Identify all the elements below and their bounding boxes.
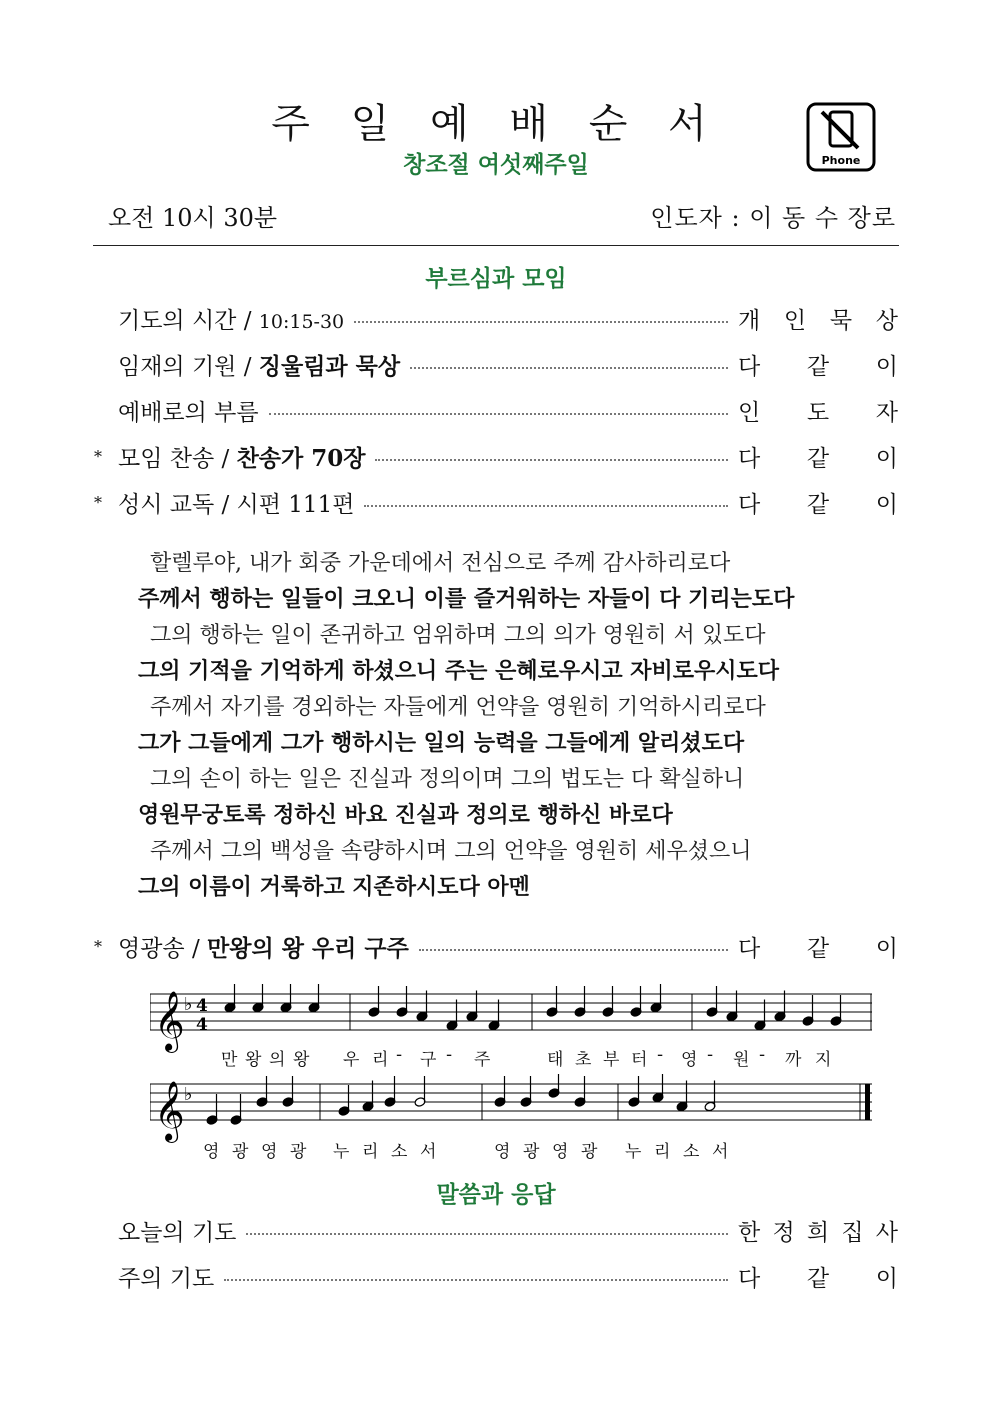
lyric-syllable: 태 [547,1050,564,1070]
order-item-text: 임재의 기원 / [118,353,259,380]
performer-char: 사 [875,1219,898,1246]
performer-char: 상 [875,307,898,334]
lyric-syllable: - [446,1045,453,1065]
performer-char: 집 [841,1219,864,1246]
performer-char: 다 [738,445,761,472]
lyric-syllable: 영 [261,1142,278,1162]
performer-char: 다 [738,491,761,518]
order-item-detail: 징울림과 묵상 [258,352,401,380]
order-item-performer [738,302,898,335]
order-item-text: 기도의 시간 / [118,307,259,334]
performer-char: 도 [806,399,830,426]
order-item-performer [738,394,898,427]
performer-char: 같 [806,1265,830,1292]
order-item-label [118,440,365,473]
order-item-text: 예배로의 부름 [118,399,259,426]
lyric-syllable: 구 [420,1050,437,1070]
leader-dots [419,949,728,951]
lyric-syllable: 부 [603,1050,620,1070]
psalm-congregation-line: 영원무궁토록 정하신 바요 진실과 정의로 행하신 바로다 [138,803,673,828]
lyric-syllable: 영 [494,1142,511,1162]
order-item-label [118,486,354,519]
order-item-text: 모임 찬송 / [118,445,237,472]
stand-marker: * [94,446,102,466]
order-item-label [118,394,259,427]
order-row [94,438,898,474]
lyric-syllable: 광 [523,1142,540,1162]
stand-marker: * [94,936,102,956]
performer-char: 이 [875,491,898,518]
lyric-syllable: 광 [581,1142,598,1162]
performer-char: 같 [806,353,830,380]
performer-char: 인 [738,399,761,426]
psalm-congregation-line: 그가 그들에게 그가 행하시는 일의 능력을 그들에게 알리셨도다 [138,731,745,756]
lyric-syllable: 터 [631,1050,648,1070]
lyric-syllable: 원 [733,1050,750,1070]
lyric-syllable: 리 [362,1142,379,1162]
flat-sign-icon: ♭ [184,1084,193,1105]
page-subtitle: 창조절 여섯째주일 [403,152,589,178]
final-barline-thick [865,1084,870,1120]
performer-char: 자 [875,399,898,426]
performer-char: 정 [772,1219,795,1246]
order-item-label [118,1260,214,1293]
lyric-syllable: 지 [815,1050,832,1070]
order-item-performer [738,1214,898,1247]
performer-char: 같 [806,445,830,472]
performer-char: 다 [738,1265,761,1292]
lyric-syllable: 우 [343,1050,360,1070]
performer-char: 이 [875,935,898,962]
lyric-syllable: - [707,1045,714,1065]
lyric-syllable: 리 [372,1050,389,1070]
order-item-text: 성시 교독 / 시편 111편 [118,491,355,518]
psalm-congregation-line: 주께서 행하는 일들이 크오니 이를 즐거워하는 자들이 다 기리는도다 [138,587,795,612]
lyric-syllable: 만 [221,1050,238,1070]
no-phone-icon [806,102,876,172]
lyric-syllable: 영 [552,1142,569,1162]
lyric-syllable: 주 [474,1050,491,1070]
service-time: 오전 10시 30분 [108,204,278,232]
psalm-leader-line: 그의 행하는 일이 존귀하고 엄위하며 그의 의가 영원히 서 있도다 [150,623,766,648]
psalm-leader-line: 그의 손이 하는 일은 진실과 정의이며 그의 법도는 다 확실하니 [150,767,745,792]
order-item-text: 오늘의 기도 [118,1219,237,1246]
order-item-text: 주의 기도 [118,1265,215,1292]
service-leader: 인도자 : 이 동 수 장로 [650,204,896,232]
order-item-label [118,930,409,963]
performer-char: 다 [738,353,761,380]
lyric-syllable: 리 [654,1142,671,1162]
lyric-syllable: 영 [681,1050,698,1070]
performer-char: 같 [806,491,830,518]
psalm-congregation-line: 그의 기적을 기억하게 하셨으니 주는 은혜로우시고 자비로우시도다 [138,659,780,684]
lyric-syllable: - [657,1045,664,1065]
performer-char: 묵 [829,307,853,334]
leader-dots [246,1233,728,1235]
lyric-syllable: 의 [269,1050,286,1070]
header-divider [93,245,899,246]
order-row [94,300,898,336]
lyric-syllable: - [396,1045,403,1065]
time-signature-bottom: 4 [196,1015,208,1035]
lyric-syllable: 누 [625,1142,642,1162]
leader-dots [269,413,728,415]
order-item-label [118,302,344,335]
performer-char: 이 [875,353,898,380]
order-item-label [118,348,400,381]
performer-char: 같 [806,935,830,962]
lyric-syllable: 왕 [245,1050,262,1070]
order-row [94,1212,898,1248]
flat-sign-icon: ♭ [184,994,193,1015]
leader-dots [375,459,728,461]
treble-clef-icon: 𝄞 [154,991,185,1051]
leader-dots [410,367,728,369]
performer-char: 다 [738,935,761,962]
lyric-syllable: 광 [290,1142,307,1162]
lyric-syllable: 누 [333,1142,350,1162]
treble-clef-icon: 𝄞 [154,1081,185,1141]
page-title: 주 일 예 배 순 서 [271,101,721,147]
performer-char: 이 [875,1265,898,1292]
section-title-gathering: 부르심과 모임 [425,266,567,292]
lyric-syllable: 왕 [293,1050,310,1070]
music-staff-2 [150,1074,872,1154]
lyric-syllable: 소 [683,1142,700,1162]
order-row [94,928,898,964]
lyric-syllable: - [759,1045,766,1065]
order-row [94,346,898,382]
psalm-congregation-line: 그의 이름이 거룩하고 지존하시도다 아멘 [138,875,530,900]
time-signature-top: 4 [196,996,208,1016]
order-item-performer [738,486,898,519]
performer-char: 개 [738,307,761,334]
order-item-performer [738,1260,898,1293]
performer-char: 인 [783,307,807,334]
lyric-syllable: 까 [785,1050,802,1070]
order-item-text: 영광송 / [118,935,208,962]
order-row [94,484,898,520]
lyric-syllable: 광 [232,1142,249,1162]
order-item-performer [738,930,898,963]
order-item-performer [738,348,898,381]
order-item-detail: 만왕의 왕 우리 구주 [207,934,409,962]
order-item-detail: 찬송가 70장 [236,444,366,472]
leader-dots [354,321,728,323]
performer-char: 희 [806,1219,830,1246]
section-title-word: 말씀과 응답 [436,1182,556,1208]
leader-dots [224,1279,728,1281]
psalm-leader-line: 주께서 자기를 경외하는 자들에게 언약을 영원히 기억하시리로다 [150,695,766,720]
stand-marker: * [94,492,102,512]
lyric-syllable: 서 [420,1142,437,1162]
performer-char: 이 [875,445,898,472]
lyric-syllable: 초 [575,1050,592,1070]
order-item-label [118,1214,236,1247]
order-row [94,1258,898,1294]
leader-dots [364,505,728,507]
order-item-time: 10:15-30 [258,310,345,333]
psalm-leader-line: 할렐루야, 내가 회중 가운데에서 전심으로 주께 감사하리로다 [150,551,731,576]
order-item-performer [738,440,898,473]
lyric-syllable: 영 [203,1142,220,1162]
psalm-leader-line: 주께서 그의 백성을 속량하시며 그의 언약을 영원히 세우셨으니 [150,839,752,864]
order-row [94,392,898,428]
lyric-syllable: 소 [391,1142,408,1162]
phone-label: Phone [821,154,861,167]
lyric-syllable: 서 [712,1142,729,1162]
performer-char: 한 [738,1219,761,1246]
